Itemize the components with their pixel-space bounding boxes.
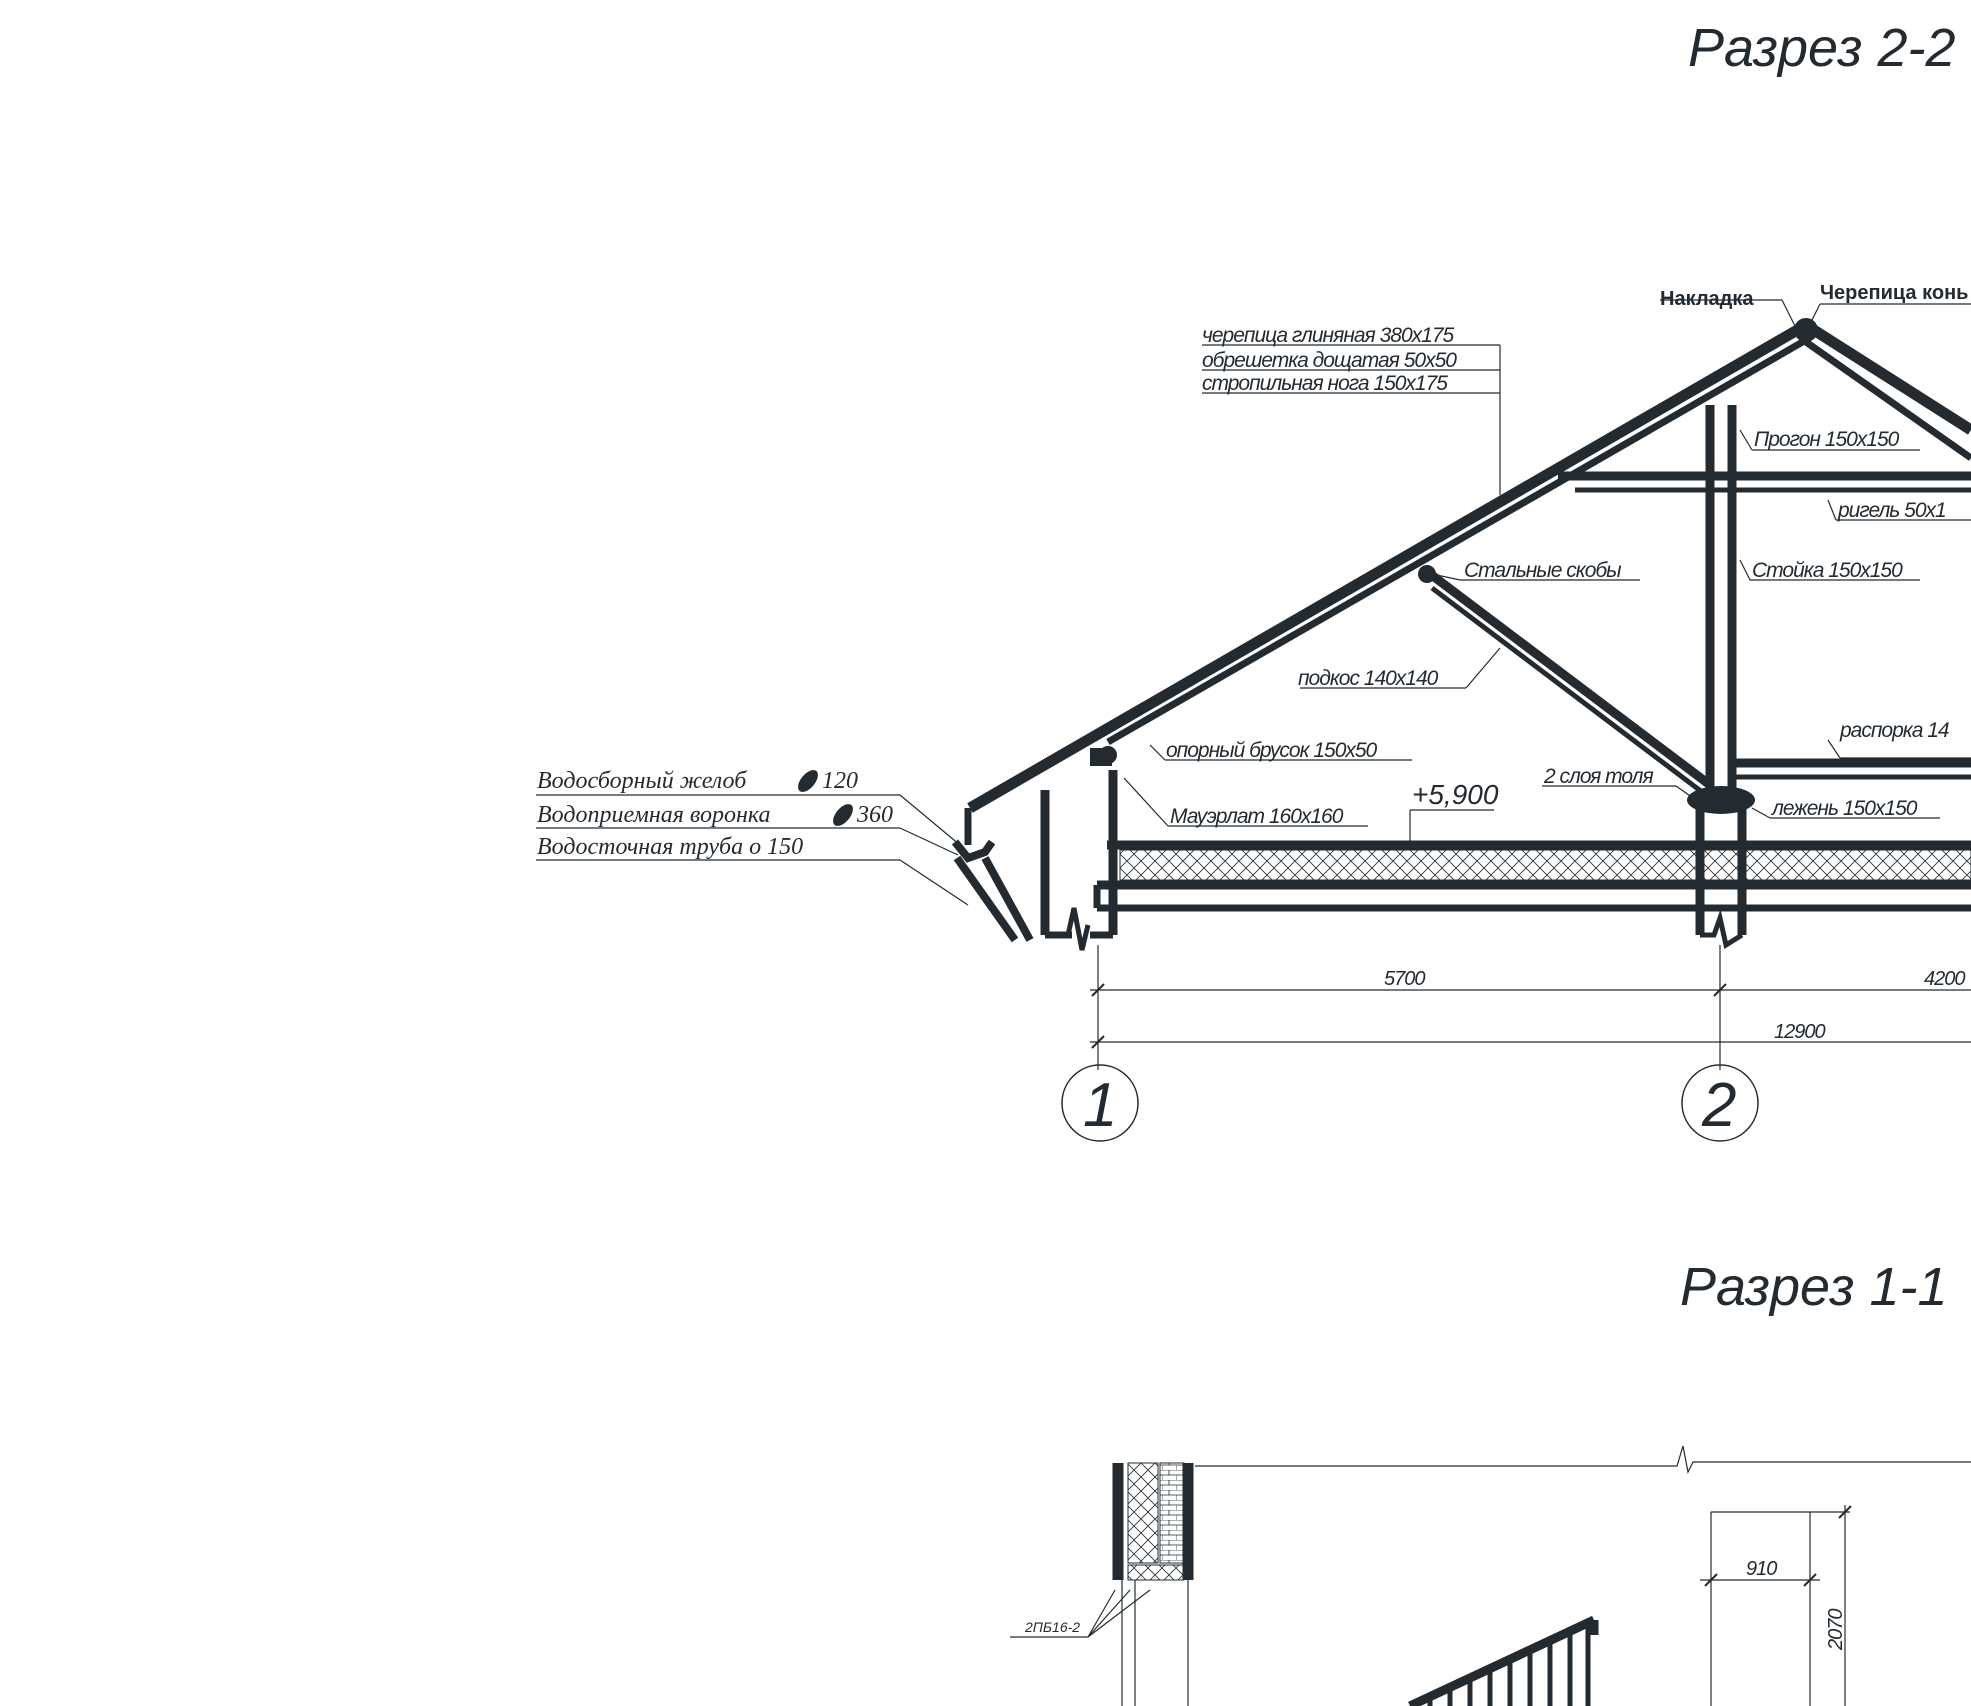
label-lintel: 2ПБ16-2 [1025,1619,1081,1635]
label-post: Стойка 150х150 [1752,559,1902,582]
label-overlay: Накладка [1660,288,1754,310]
axis-2-label: 2 [1702,1071,1737,1140]
label-downpipe: Водосточная труба о 150 [537,834,804,860]
label-brace: подкос 140х140 [1298,667,1438,690]
axis-1 [1062,1065,1138,1141]
dim-4200: 4200 [1924,968,1965,990]
dimension-chain [1090,945,1971,1070]
label-purlin: Прогон 150х150 [1754,428,1899,451]
label-sill: лежень 150х150 [1772,797,1917,820]
label-steel-clamps: Стальные скобы [1464,559,1621,582]
axis-1-label: 1 [1083,1071,1118,1140]
label-crossbar: ригель 50х1 [1838,499,1946,522]
section-2-2-title: Разрез 2-2 [1688,18,1956,78]
label-support-bar: опорный брусок 150х50 [1166,739,1377,762]
label-tile: черепица глиняная 380х175 [1202,324,1454,347]
label-funnel: Водоприемная воронка [537,802,771,828]
section-1-1-title: Разрез 1-1 [1680,1257,1948,1317]
label-rafter: стропильная нога 150х175 [1202,372,1447,395]
label-funnel-size: 360 [857,802,893,828]
dim-5700: 5700 [1384,968,1425,990]
axis-2 [1682,1065,1758,1141]
dim-12900: 12900 [1774,1021,1825,1043]
label-level: +5,900 [1412,779,1499,810]
dim-2070: 2070 [1825,1609,1847,1650]
label-battens: обрешетка дощатая 50х50 [1202,349,1456,372]
label-gutter: Водосборный желоб [537,768,747,794]
label-strut: распорка 14 [1840,719,1949,742]
dim-910: 910 [1746,1558,1777,1580]
label-ridge-tile: Черепица конь [1820,282,1969,304]
label-gutter-size: 120 [822,768,858,794]
section-1-1-fragment [1010,1446,1971,1706]
label-mauerlat: Мауэрлат 160х160 [1170,805,1343,828]
label-two-layers: 2 слоя толя [1544,765,1653,788]
roof-structure [955,318,1971,950]
